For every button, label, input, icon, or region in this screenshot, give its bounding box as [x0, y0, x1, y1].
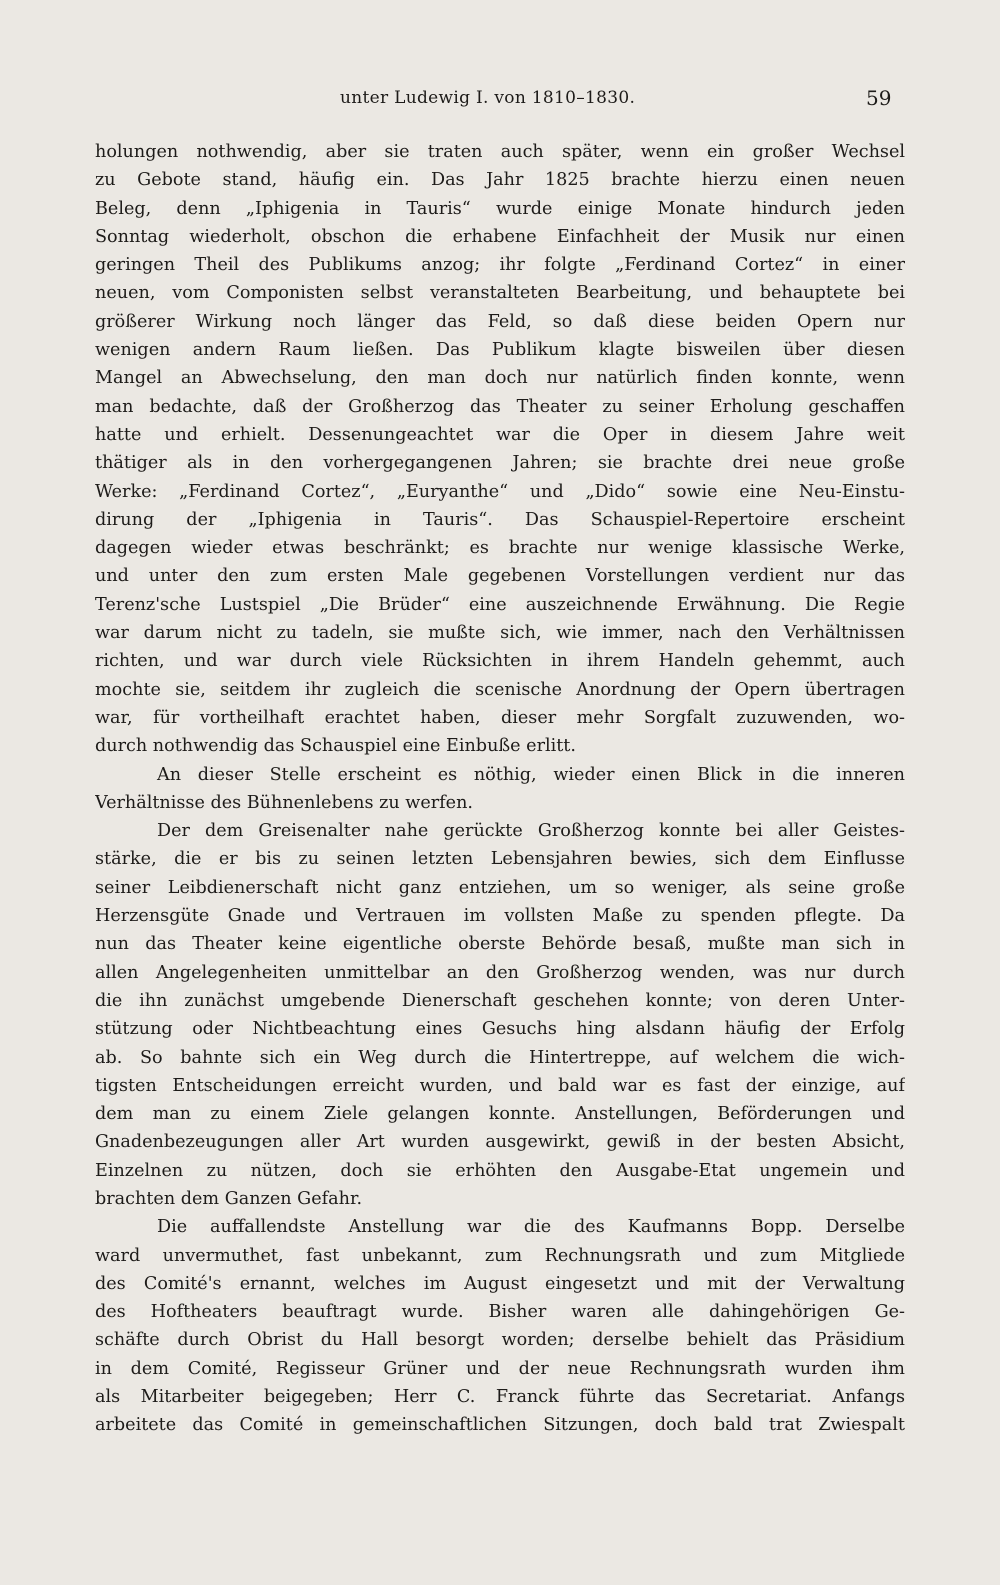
text-line: man bedachte, daß der Großherzog das Theater zu seiner Erholung geschaffen — [95, 396, 905, 417]
text-line: stützung oder Nichtbeachtung eines Gesuchs hing alsdann häufig der Erfolg — [95, 1019, 905, 1040]
text-line: Verhältnisse des Bühnenlebens zu werfen. — [95, 792, 473, 813]
text-line: des Hoftheaters beauftragt wurde. Bisher waren alle dahingehörigen Ge- — [95, 1302, 905, 1323]
text-line: Einzelnen zu nützen, doch sie erhöhten den Ausgabe-Etat ungemein und — [95, 1160, 905, 1181]
text-line: An dieser Stelle erscheint es nöthig, wieder einen Blick in die inneren — [157, 764, 905, 785]
text-line: Herzensgüte Gnade und Vertrauen im vollsten Maße zu spenden pflegte. Da — [95, 906, 905, 927]
text-line: war darum nicht zu tadeln, sie mußte sich, wie immer, nach den Verhältnissen — [95, 623, 905, 644]
text-line: Werke: „Ferdinand Cortez“, „Euryanthe“ und „Dido“ sowie eine Neu-Einstu- — [95, 481, 905, 502]
text-line: schäfte durch Obrist du Hall besorgt worden; derselbe behielt das Präsidium — [95, 1330, 905, 1351]
text-line: Gnadenbezeugungen aller Art wurden ausgewirkt, gewiß in der besten Absicht, — [95, 1132, 905, 1153]
text-line: ab. So bahnte sich ein Weg durch die Hintertreppe, auf welchem die wich- — [95, 1047, 905, 1068]
text-line: allen Angelegenheiten unmittelbar an den Großherzog wenden, was nur durch — [95, 962, 905, 983]
text-line: des Comité's ernannt, welches im August eingesetzt und mit der Verwaltung — [95, 1273, 905, 1294]
text-line: dem man zu einem Ziele gelangen konnte. Anstellungen, Beförderungen und — [95, 1104, 905, 1125]
text-line: wenigen andern Raum ließen. Das Publikum klagte bisweilen über diesen — [95, 340, 905, 361]
text-line: war, für vortheilhaft erachtet haben, dieser mehr Sorgfalt zuzuwenden, wo- — [95, 707, 905, 728]
text-line: durch nothwendig das Schauspiel eine Einbuße erlitt. — [95, 736, 576, 757]
text-line: arbeitete das Comité in gemeinschaftlichen Sitzungen, doch bald trat Zwiespalt — [95, 1415, 905, 1436]
text-line: brachten dem Ganzen Gefahr. — [95, 1188, 363, 1209]
text-line: als Mitarbeiter beigegeben; Herr C. Franck führte das Secretariat. Anfangs — [95, 1387, 905, 1408]
text-line: stärke, die er bis zu seinen letzten Lebensjahren bewies, sich dem Einflusse — [95, 849, 905, 870]
text-line: Der dem Greisenalter nahe gerückte Großherzog konnte bei aller Geistes- — [157, 821, 905, 842]
text-line: holungen nothwendig, aber sie traten auch später, wenn ein großer Wechsel — [95, 142, 905, 162]
text-line: ward unvermuthet, fast unbekannt, zum Rechnungsrath und zum Mitgliede — [95, 1245, 905, 1266]
text-line: richten, und war durch viele Rücksichten in ihrem Handeln gehemmt, auch — [95, 651, 905, 672]
text-line: größerer Wirkung noch länger das Feld, so daß diese beiden Opern nur — [95, 311, 905, 332]
text-line: thätiger als in den vorhergegangenen Jahren; sie brachte drei neue große — [95, 453, 905, 474]
text-line: neuen, vom Componisten selbst veranstalteten Bearbeitung, und behauptete bei — [95, 283, 905, 304]
text-line: hatte und erhielt. Dessenungeachtet war die Oper in diesem Jahre weit — [95, 424, 905, 445]
running-head — [0, 88, 1000, 118]
text-line: geringen Theil des Publikums anzog; ihr folgte „Ferdinand Cortez“ in einer — [95, 255, 905, 276]
text-line: die ihn zunächst umgebende Dienerschaft geschehen konnte; von deren Unter- — [95, 990, 905, 1011]
text-line: seiner Leibdienerschaft nicht ganz entziehen, um so weniger, als seine große — [95, 877, 905, 898]
text-line: in dem Comité, Regisseur Grüner und der neue Rechnungsrath wurden ihm — [95, 1358, 905, 1379]
text-line: Mangel an Abwechselung, den man doch nur natürlich finden konnte, wenn — [95, 368, 905, 389]
text-line: dirung der „Iphigenia in Tauris“. Das Schauspiel-Repertoire erscheint — [95, 509, 905, 530]
text-line: und unter den zum ersten Male gegebenen Vorstellungen verdient nur das — [95, 566, 905, 587]
text-line: nun das Theater keine eigentliche oberste Behörde besaß, mußte man sich in — [95, 934, 905, 955]
text-line: mochte sie, seitdem ihr zugleich die scenische Anordnung der Opern übertragen — [95, 679, 905, 700]
text-line: Die auffallendste Anstellung war die des Kaufmanns Bopp. Derselbe — [157, 1217, 905, 1238]
text-line: Terenz'sche Lustspiel „Die Brüder“ eine auszeichnende Erwähnung. Die Regie — [95, 594, 905, 615]
running-title: unter Ludewig I. von 1810–1830. — [340, 88, 636, 108]
text-line: Beleg, denn „Iphigenia in Tauris“ wurde einige Monate hindurch jeden — [95, 198, 905, 219]
text-line: tigsten Entscheidungen erreicht wurden, und bald war es fast der einzige, auf — [95, 1075, 905, 1096]
text-line: zu Gebote stand, häufig ein. Das Jahr 1825 brachte hierzu einen neuen — [95, 170, 905, 191]
text-line: Sonntag wiederholt, obschon die erhabene Einfachheit der Musik nur einen — [95, 226, 905, 247]
page-number: 59 — [866, 86, 892, 110]
body-text — [95, 138, 905, 1440]
text-line: dagegen wieder etwas beschränkt; es brachte nur wenige klassische Werke, — [95, 538, 905, 559]
